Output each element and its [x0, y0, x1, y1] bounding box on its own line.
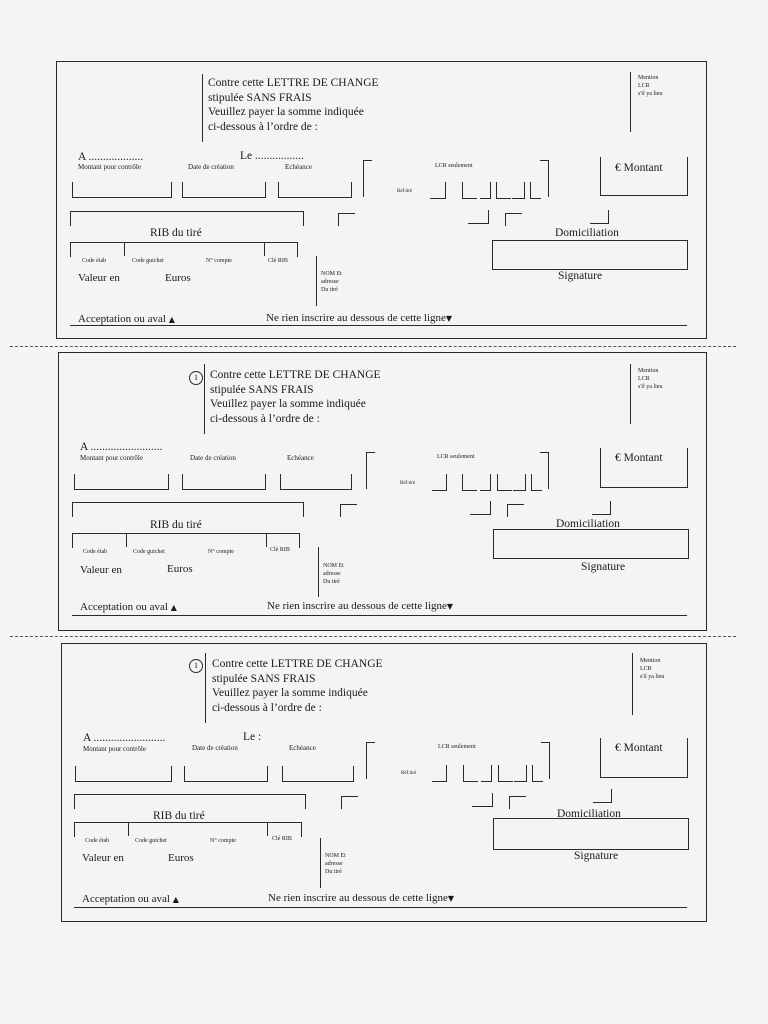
date-creation-field[interactable]	[182, 474, 266, 490]
heading-rule	[205, 653, 206, 723]
arrow-down-icon: ▼	[446, 602, 454, 611]
euros-label: Euros	[167, 563, 193, 575]
heading-rule	[202, 74, 203, 142]
lcr-digit-box[interactable]	[462, 182, 477, 199]
rib-field[interactable]	[74, 794, 306, 809]
cle-rib-label: Clé RIB	[268, 258, 288, 264]
lcr-digit-box[interactable]	[462, 474, 477, 491]
montant-label: € Montant	[615, 452, 663, 464]
acceptation-label: Acceptation ou aval ▲	[80, 601, 177, 613]
lcr-digit-box[interactable]	[532, 765, 543, 782]
code-etab-label: Code étab	[82, 258, 107, 264]
code-etab-label: Code étab	[85, 838, 110, 844]
rib-du-tire-label: RIB du tiré	[150, 227, 202, 239]
echeance-field[interactable]	[278, 182, 352, 198]
rib-mark	[341, 796, 358, 809]
code-etab-label: Code étab	[83, 549, 108, 555]
signature-label: Signature	[581, 561, 626, 573]
lcr-bracket-right	[540, 160, 549, 197]
lcr-digit-box[interactable]	[480, 182, 491, 199]
montant-controle-field[interactable]	[75, 766, 172, 782]
lcr-digit-box[interactable]	[432, 765, 447, 782]
mention-rule	[630, 72, 631, 132]
lcr-digit-box[interactable]	[432, 474, 447, 491]
euros-label: Euros	[168, 852, 194, 864]
ne-rien-label: Ne rien inscrire au dessous de cette ligne▼	[268, 892, 455, 904]
bottom-rule	[74, 907, 687, 908]
montant-controle-label: Montant pour contrôle	[83, 745, 146, 753]
marker-circle: 1	[189, 659, 203, 673]
lcr-bracket-left	[366, 452, 375, 489]
rib-mark	[507, 504, 524, 517]
acceptation-label: Acceptation ou aval ▲	[78, 313, 175, 325]
rib-mark	[468, 210, 489, 224]
heading-text: Contre cette LETTRE DE CHANGE stipulée SANS FRAIS Veuillez payer la somme indiquée ci-dessous à l’ordre de :	[212, 658, 383, 714]
montant-controle-field[interactable]	[74, 474, 169, 490]
rib-divider	[267, 822, 268, 836]
rib-mark	[505, 213, 522, 226]
heading-rule	[204, 364, 205, 434]
rib-divider	[124, 242, 125, 256]
cle-rib-label: Clé RIB	[270, 547, 290, 553]
montant-label: € Montant	[615, 162, 663, 174]
domiciliation-label: Domiciliation	[557, 808, 621, 820]
lcr-bracket-left	[363, 160, 372, 197]
rib-du-tire-label: RIB du tiré	[153, 810, 205, 822]
echeance-label: Echéance	[289, 744, 316, 752]
no-compte-label: N° compte	[210, 838, 236, 844]
mention-rule	[632, 653, 633, 715]
rib-mark	[590, 210, 609, 224]
arrow-up-icon: ▲	[170, 603, 177, 612]
lcr-digit-box[interactable]	[497, 474, 512, 491]
rib-mark	[472, 793, 493, 807]
rib-mark	[340, 504, 357, 517]
arrow-down-icon: ▼	[445, 314, 453, 323]
form-1	[0, 0, 768, 325]
ref-tire-label: Réf.tiré	[400, 481, 416, 486]
montant-controle-field[interactable]	[72, 182, 172, 198]
heading-text: Contre cette LETTRE DE CHANGE stipulée SANS FRAIS Veuillez payer la somme indiquée ci-dessous à l’ordre de :	[208, 77, 379, 133]
no-compte-label: N° compte	[206, 258, 232, 264]
code-guichet-label: Code guichet	[135, 838, 167, 844]
valeur-en-label: Valeur en	[80, 564, 122, 576]
a-label: A .........................	[80, 441, 163, 453]
a-label: A ...................	[78, 151, 144, 163]
le-label: Le .................	[240, 150, 304, 162]
domiciliation-field[interactable]	[493, 529, 689, 559]
montant-label: € Montant	[615, 742, 663, 754]
lcr-digit-box[interactable]	[496, 182, 511, 199]
arrow-down-icon: ▼	[447, 894, 455, 903]
ref-tire-label: Réf.tiré	[397, 189, 413, 194]
no-compte-label: N° compte	[208, 549, 234, 555]
ne-rien-label: Ne rien inscrire au dessous de cette ligne▼	[266, 312, 453, 324]
euros-label: Euros	[165, 272, 191, 284]
lcr-digit-box[interactable]	[530, 182, 541, 199]
nom-adresse-label: NOM Et adresse Du tiré	[325, 853, 346, 875]
date-creation-label: Date de création	[192, 744, 238, 752]
nom-adresse-label: NOM Et adresse Du tiré	[321, 271, 342, 293]
ne-rien-label: Ne rien inscrire au dessous de cette ligne▼	[267, 600, 454, 612]
lcr-seulement-label: LCR seulement	[438, 744, 476, 750]
cle-rib-label: Clé RIB	[272, 836, 292, 842]
signature-label: Signature	[574, 850, 619, 862]
lcr-digit-box[interactable]	[480, 474, 491, 491]
lcr-digit-box[interactable]	[463, 765, 478, 782]
lcr-digit-box[interactable]	[531, 474, 542, 491]
domiciliation-field[interactable]	[492, 240, 688, 270]
a-label: A .........................	[83, 732, 166, 744]
rib-mark	[470, 501, 491, 515]
rib-mark	[509, 796, 526, 809]
heading-text: Contre cette LETTRE DE CHANGE stipulée SANS FRAIS Veuillez payer la somme indiquée ci-dessous à l’ordre de :	[210, 369, 381, 425]
lcr-digit-box[interactable]	[430, 182, 446, 199]
rib-divider	[128, 822, 129, 836]
valeur-en-label: Valeur en	[78, 272, 120, 284]
valeur-en-label: Valeur en	[82, 852, 124, 864]
lcr-digit-box[interactable]	[512, 182, 525, 199]
rib-mark	[593, 789, 612, 803]
rib-divider	[266, 533, 267, 547]
nom-adresse-label: NOM Et adresse Du tiré	[323, 563, 344, 585]
marker-circle: 1	[189, 371, 203, 385]
domiciliation-label: Domiciliation	[555, 227, 619, 239]
mention-rule	[630, 364, 631, 424]
lcr-digit-box[interactable]	[498, 765, 513, 782]
lcr-seulement-label: LCR seulement	[435, 163, 473, 169]
lcr-digit-box[interactable]	[514, 765, 527, 782]
montant-controle-label: Montant pour contrôle	[78, 163, 141, 171]
rib-divider	[264, 242, 265, 256]
date-creation-field[interactable]	[182, 182, 266, 198]
domiciliation-label: Domiciliation	[556, 518, 620, 530]
echeance-label: Echéance	[287, 454, 314, 462]
nom-rule	[320, 838, 321, 888]
arrow-up-icon: ▲	[172, 895, 179, 904]
acceptation-label: Acceptation ou aval ▲	[82, 893, 179, 905]
rib-du-tire-label: RIB du tiré	[150, 519, 202, 531]
le-label: Le :	[243, 731, 262, 743]
lcr-seulement-label: LCR seulement	[437, 454, 475, 460]
date-creation-label: Date de création	[190, 454, 236, 462]
echeance-field[interactable]	[282, 766, 354, 782]
lcr-bracket-left	[366, 742, 375, 779]
mention-text: Mention LCR s'il ya lieu	[638, 368, 663, 390]
rib-field[interactable]	[70, 211, 304, 226]
signature-label: Signature	[558, 270, 603, 282]
rib-mark	[592, 501, 611, 515]
code-guichet-label: Code guichet	[133, 549, 165, 555]
form-3	[0, 582, 768, 905]
montant-controle-label: Montant pour contrôle	[80, 454, 143, 462]
date-creation-label: Date de création	[188, 163, 234, 171]
arrow-up-icon: ▲	[168, 315, 175, 324]
lcr-digit-box[interactable]	[513, 474, 526, 491]
lcr-digit-box[interactable]	[481, 765, 492, 782]
mention-text: Mention LCR s'il ya lieu	[640, 658, 665, 680]
mention-text: Mention LCR s'il ya lieu	[638, 75, 663, 97]
rib-divider	[126, 533, 127, 547]
domiciliation-field[interactable]	[493, 818, 689, 850]
echeance-label: Echéance	[285, 163, 312, 171]
form-2	[0, 291, 768, 613]
rib-mark	[338, 213, 355, 226]
rib-field[interactable]	[72, 502, 304, 517]
ref-tire-label: Réf.tiré	[401, 771, 417, 776]
code-guichet-label: Code guichet	[132, 258, 164, 264]
echeance-field[interactable]	[280, 474, 352, 490]
date-creation-field[interactable]	[184, 766, 268, 782]
